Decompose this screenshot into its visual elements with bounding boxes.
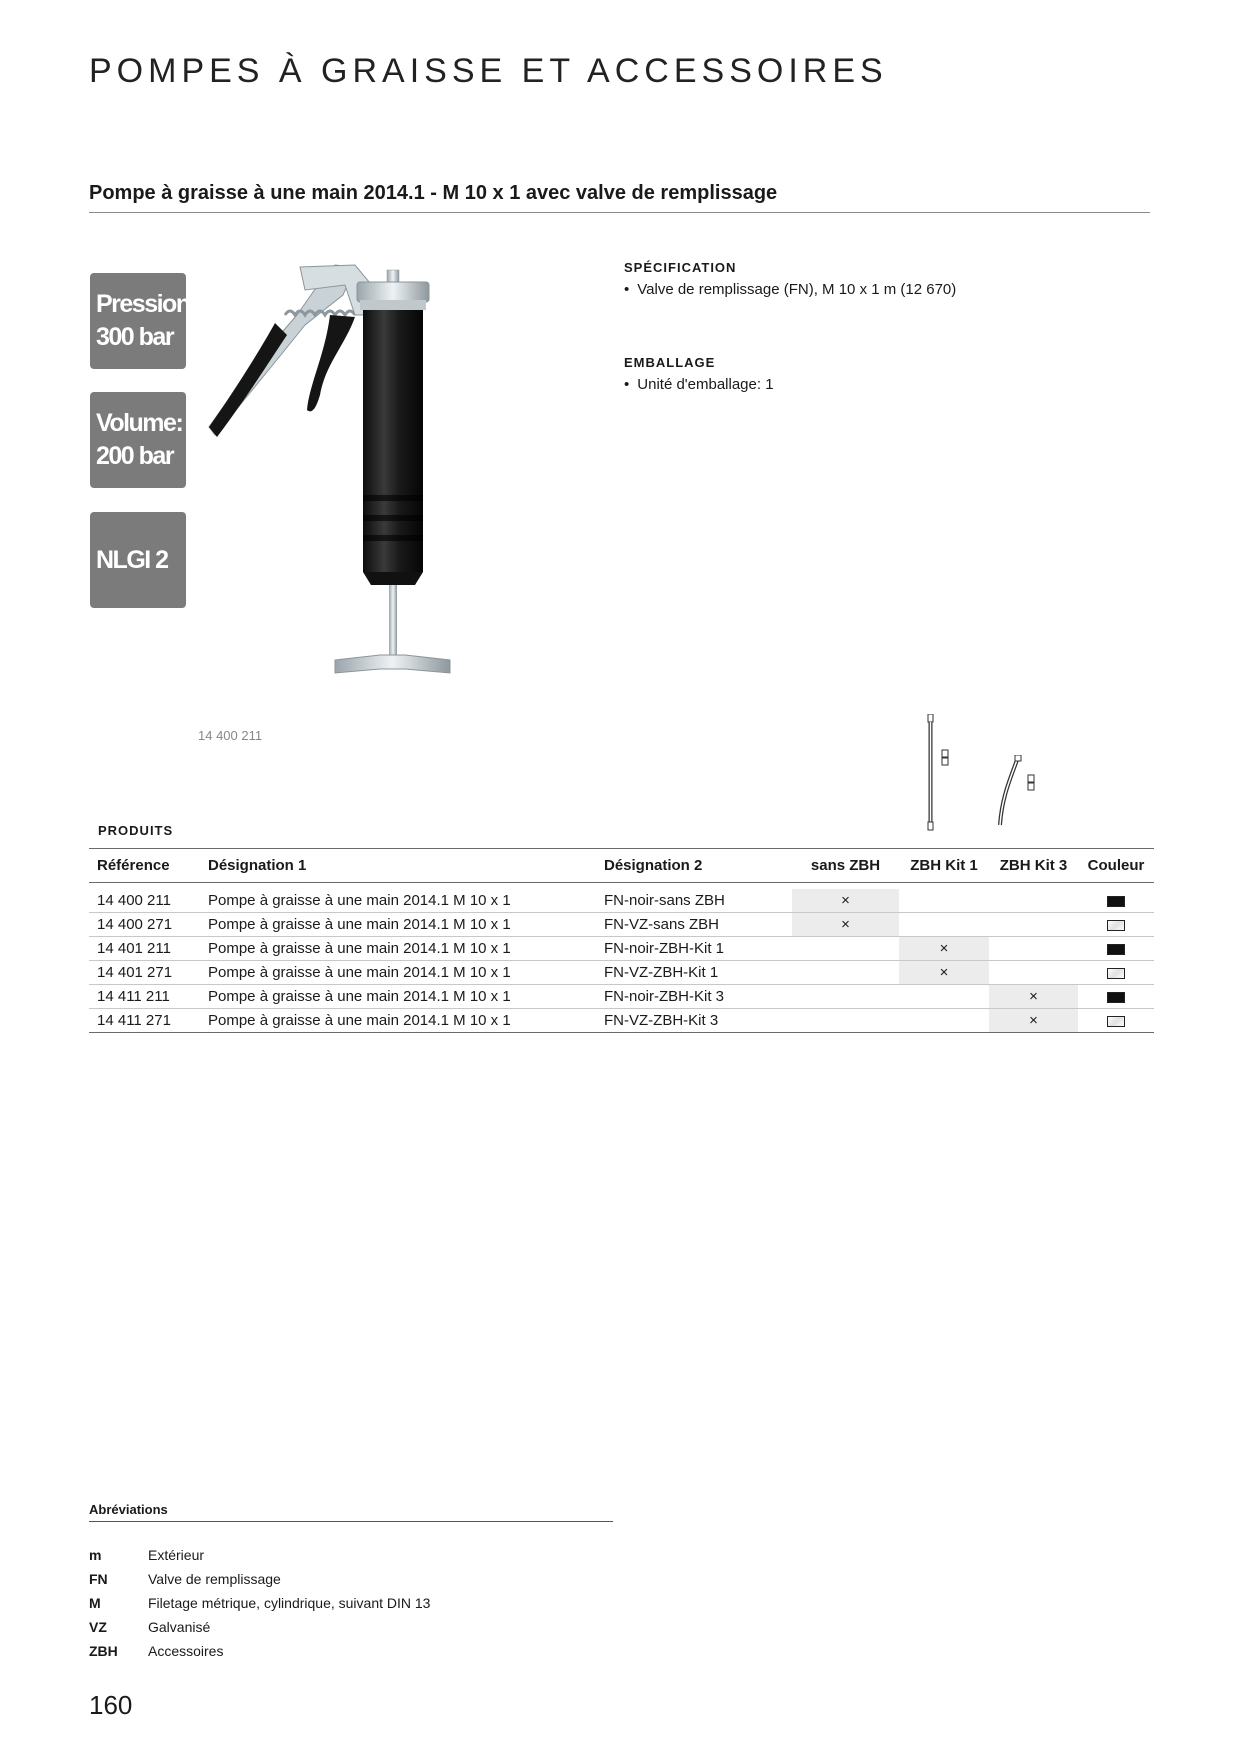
cell-zbh-kit1: × bbox=[899, 961, 989, 985]
cell-sans-zbh: × bbox=[792, 913, 899, 937]
table-row bbox=[89, 889, 1154, 913]
abbreviation-item bbox=[89, 1547, 204, 1563]
specification-item: • Valve de remplissage (FN), M 10 x 1 m (12 670) bbox=[624, 281, 956, 298]
abbreviation-item bbox=[89, 1571, 281, 1587]
col-header-designation2: Désignation 2 bbox=[596, 849, 792, 883]
cell-reference: 14 401 211 bbox=[89, 937, 200, 961]
cell-zbh-kit1 bbox=[899, 913, 989, 937]
table-row bbox=[89, 1009, 1154, 1033]
zinc-color-swatch-icon bbox=[1107, 1016, 1125, 1027]
abbreviations-divider bbox=[89, 1521, 613, 1522]
cell-sans-zbh bbox=[792, 937, 899, 961]
cell-sans-zbh: × bbox=[792, 889, 899, 913]
table-header-row bbox=[89, 849, 1154, 883]
cell-designation1: Pompe à graisse à une main 2014.1 M 10 x 1 bbox=[200, 913, 596, 937]
abbreviation-item bbox=[89, 1619, 210, 1635]
specification-label: SPÉCIFICATION bbox=[624, 260, 737, 275]
table-row bbox=[89, 913, 1154, 937]
col-header-couleur: Couleur bbox=[1078, 849, 1154, 883]
products-table bbox=[89, 848, 1154, 1033]
black-color-swatch-icon bbox=[1107, 896, 1125, 907]
cell-sans-zbh bbox=[792, 961, 899, 985]
col-header-zbh-kit1: ZBH Kit 1 bbox=[899, 849, 989, 883]
cell-designation2: FN-VZ-ZBH-Kit 1 bbox=[596, 961, 792, 985]
abbreviation-key: m bbox=[89, 1547, 102, 1563]
cell-zbh-kit3: × bbox=[989, 1009, 1078, 1033]
section-divider bbox=[89, 212, 1150, 213]
cell-designation2: FN-noir-ZBH-Kit 3 bbox=[596, 985, 792, 1009]
abbreviation-key: VZ bbox=[89, 1619, 107, 1635]
cell-zbh-kit3: × bbox=[989, 985, 1078, 1009]
zbh-kit3-accessory-icon bbox=[996, 755, 1046, 835]
grease-gun-illustration bbox=[205, 255, 485, 715]
page-title: POMPES À GRAISSE ET ACCESSOIRES bbox=[89, 52, 888, 90]
cell-designation1: Pompe à graisse à une main 2014.1 M 10 x 1 bbox=[200, 937, 596, 961]
black-color-swatch-icon bbox=[1107, 992, 1125, 1003]
pressure-badge bbox=[90, 273, 197, 369]
abbreviation-value: Valve de remplissage bbox=[148, 1571, 281, 1587]
cell-reference: 14 411 211 bbox=[89, 985, 200, 1009]
cell-designation2: FN-noir-ZBH-Kit 1 bbox=[596, 937, 792, 961]
cell-zbh-kit3 bbox=[989, 913, 1078, 937]
cell-reference: 14 400 211 bbox=[89, 889, 200, 913]
abbreviation-value: Galvanisé bbox=[148, 1619, 211, 1635]
cell-couleur bbox=[1078, 937, 1154, 961]
abbreviation-value: Filetage métrique, cylindrique, suivant DIN 13 bbox=[148, 1595, 431, 1611]
cell-zbh-kit3 bbox=[989, 961, 1078, 985]
cell-reference: 14 400 271 bbox=[89, 913, 200, 937]
table-row bbox=[89, 937, 1154, 961]
nlgi-badge-label: NLGI 2 bbox=[96, 545, 168, 574]
pressure-badge-value: 300 bar bbox=[96, 323, 174, 351]
abbreviation-key: M bbox=[89, 1595, 101, 1611]
cell-couleur bbox=[1078, 1009, 1154, 1033]
products-label: PRODUITS bbox=[98, 823, 174, 838]
cell-zbh-kit1 bbox=[899, 985, 989, 1009]
col-header-designation1: Désignation 1 bbox=[200, 849, 596, 883]
page-number: 160 bbox=[89, 1690, 133, 1720]
cell-zbh-kit1 bbox=[899, 889, 989, 913]
cell-reference: 14 411 271 bbox=[89, 1009, 200, 1033]
cell-reference: 14 401 271 bbox=[89, 961, 200, 985]
cell-zbh-kit3 bbox=[989, 937, 1078, 961]
packaging-label: EMBALLAGE bbox=[624, 355, 716, 370]
col-header-sans-zbh: sans ZBH bbox=[792, 849, 899, 883]
image-caption: 14 400 211 bbox=[198, 728, 263, 743]
cell-sans-zbh bbox=[792, 1009, 899, 1033]
nlgi-badge bbox=[90, 512, 186, 608]
abbreviation-value: Accessoires bbox=[148, 1643, 224, 1659]
cell-designation2: FN-noir-sans ZBH bbox=[596, 889, 792, 913]
pressure-badge-label: Pression: bbox=[96, 290, 197, 318]
zbh-kit1-accessory-icon bbox=[918, 714, 958, 834]
table-row bbox=[89, 961, 1154, 985]
section-heading: Pompe à graisse à une main 2014.1 - M 10 x 1 avec valve de remplissage bbox=[89, 182, 778, 204]
zinc-color-swatch-icon bbox=[1107, 968, 1125, 979]
volume-badge bbox=[90, 392, 186, 488]
cell-sans-zbh bbox=[792, 985, 899, 1009]
packaging-item: • Unité d'emballage: 1 bbox=[624, 376, 774, 393]
abbreviation-key: FN bbox=[89, 1571, 108, 1587]
volume-badge-label: Volume: bbox=[96, 409, 183, 437]
abbreviation-item bbox=[89, 1595, 430, 1611]
col-header-zbh-kit3: ZBH Kit 3 bbox=[989, 849, 1078, 883]
abbreviation-value: Extérieur bbox=[148, 1547, 205, 1563]
abbreviations-title: Abréviations bbox=[89, 1502, 168, 1517]
cell-couleur bbox=[1078, 985, 1154, 1009]
abbreviation-item bbox=[89, 1643, 223, 1659]
volume-badge-value: 200 bar bbox=[96, 442, 174, 470]
cell-designation2: FN-VZ-sans ZBH bbox=[596, 913, 792, 937]
cell-zbh-kit1: × bbox=[899, 937, 989, 961]
cell-designation1: Pompe à graisse à une main 2014.1 M 10 x 1 bbox=[200, 889, 596, 913]
cell-zbh-kit3 bbox=[989, 889, 1078, 913]
table-row bbox=[89, 985, 1154, 1009]
abbreviation-key: ZBH bbox=[89, 1643, 118, 1659]
cell-zbh-kit1 bbox=[899, 1009, 989, 1033]
cell-designation1: Pompe à graisse à une main 2014.1 M 10 x 1 bbox=[200, 961, 596, 985]
cell-designation1: Pompe à graisse à une main 2014.1 M 10 x 1 bbox=[200, 985, 596, 1009]
cell-couleur bbox=[1078, 961, 1154, 985]
cell-couleur bbox=[1078, 913, 1154, 937]
black-color-swatch-icon bbox=[1107, 944, 1125, 955]
zinc-color-swatch-icon bbox=[1107, 920, 1125, 931]
col-header-reference: Référence bbox=[89, 849, 200, 883]
cell-couleur bbox=[1078, 889, 1154, 913]
cell-designation2: FN-VZ-ZBH-Kit 3 bbox=[596, 1009, 792, 1033]
cell-designation1: Pompe à graisse à une main 2014.1 M 10 x 1 bbox=[200, 1009, 596, 1033]
